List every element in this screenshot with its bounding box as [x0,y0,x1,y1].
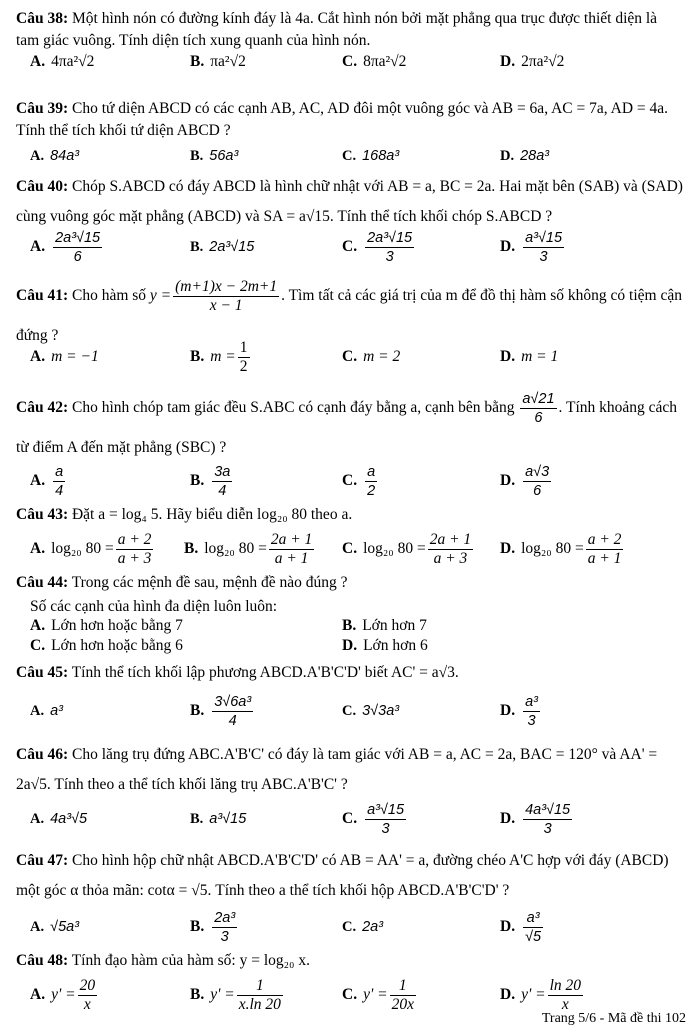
option-d[interactable]: D. log₂₀ 80 = $\frac{a + 2}{a + 1}$ [500,530,622,567]
options-39 [30,144,690,168]
question-text: Trong các mệnh đề sau, mệnh đề nào đúng ? [71,574,348,591]
question-45 [16,662,684,684]
question-label: Câu 42: [16,399,69,416]
options-38 [30,50,690,74]
question-text: Đặt a = log₄ 5. Hãy biểu diễn log₂₀ 80 theo a. [71,506,353,523]
option-b[interactable]: B. $\frac{\text{3√6a³}}{4}$ [190,693,252,729]
option-d[interactable]: D. $\frac{\text{a³}}{√5}$ [500,909,542,945]
options-40 [30,224,690,270]
option-c[interactable]: C. $\frac{a}{2}$ [342,463,376,499]
question-label: Câu 44: [16,574,69,591]
option-a[interactable]: A. a³ [30,703,64,719]
question-38 [16,8,684,52]
option-a[interactable]: A. y' = $\frac{20}{x}$ [30,976,96,1013]
option-d[interactable]: D. 28a³ [500,148,550,164]
options-41 [30,334,690,380]
option-d[interactable]: D. y' = $\frac{\ln 20}{x}$ [500,976,582,1013]
question-39 [16,98,684,142]
question-label: Câu 47: [16,852,69,869]
option-b[interactable]: B. m = $\frac{1}{2}$ [190,338,248,375]
question-text: Chóp S.ABCD có đáy ABCD là hình chữ nhật với AB = a, BC = 2a. Hai mặt bên (SAB) và (SAD) cùng vuông góc mặt phẳng (ABCD) và SA = a√15. Tính thể tích khối chóp S.ABCD ? [16,178,683,225]
option-b[interactable]: B. y' = $\frac{1}{x.\ln 20}$ [190,976,281,1013]
option-b[interactable]: B. $\frac{\text{2a³}}{3}$ [190,909,236,945]
question-label: Câu 48: [16,952,69,969]
option-a[interactable]: A. 4πa²√2 [30,53,95,70]
function-fraction: $\frac{(m+1)x - 2m+1}{x - 1}$ [175,277,278,314]
edge-fraction: $\frac{a√21}{6}$ [522,390,555,426]
option-a[interactable]: A. √5a³ [30,919,80,935]
option-b[interactable]: B. 56a³ [190,148,239,164]
option-a[interactable]: A. $\frac{\text{2a³√15}}{6}$ [30,229,101,265]
question-41: Câu 41: Cho hàm số y = $\frac{(m+1)x - 2m+1}{x - 1}$ . Tìm tất cả các giá trị của m để đồ thị hàm số không có tiệm cận đứng ? [16,277,682,344]
option-c[interactable]: C. $\frac{\text{a³√15}}{3}$ [342,801,405,837]
option-a[interactable]: A. m = −1 [30,348,99,365]
question-label: Câu 38: [16,10,69,27]
option-c[interactable]: C. 3√3a³ [342,703,400,719]
option-b[interactable]: B. log₂₀ 80 = $\frac{2a + 1}{a + 1}$ [184,530,313,567]
question-text: Cho lăng trụ đứng ABC.A'B'C' có đáy là tam giác với AB = a, AC = 2a, BAC = 120° và AA' = 2a√5. Tính theo a thể tích khối lăng trụ ABC.A'B'C' ? [16,746,658,793]
question-48 [16,950,684,972]
option-c[interactable]: C. $\frac{\text{2a³√15}}{3}$ [342,229,413,265]
options-44-row1 [30,616,670,636]
option-d[interactable]: D. $\frac{\text{a³√15}}{3}$ [500,229,563,265]
question-44 [16,572,684,594]
option-a[interactable]: A. 4a³√5 [30,811,88,827]
question-text: Tính thể tích khối lập phương ABCD.A'B'C'D' biết AC' = a√3. [71,664,459,681]
option-a[interactable]: A. log₂₀ 80 = $\frac{a + 2}{a + 3}$ [30,530,152,567]
question-text: Cho tứ diện ABCD có các cạnh AB, AC, AD đôi một vuông góc và AB = 6a, AC = 7a, AD = 4a. Tính thể tích khối tứ diện ABCD ? [16,100,669,139]
option-d[interactable]: D. m = 1 [500,348,559,365]
question-43 [16,504,684,526]
option-d[interactable]: D. Lớn hơn 6 [342,637,428,654]
options-43 [30,526,690,572]
question-47 [16,846,684,906]
question-42: Câu 42: Cho hình chóp tam giác đều S.ABC có cạnh đáy bằng a, cạnh bên bằng $\frac{a√21}{6}$ . Tính khoảng cách từ điểm A đến mặt phẳng (SBC) ? [16,390,678,456]
option-c[interactable]: C. y' = $\frac{1}{20x}$ [342,976,414,1013]
option-c[interactable]: C. 8πa²√2 [342,53,407,70]
question-40 [16,172,684,232]
option-c[interactable]: C. m = 2 [342,348,401,365]
page-footer: Trang 5/6 - Mã đề thi 102 [541,1011,686,1026]
question-text: Cho hình hộp chữ nhật ABCD.A'B'C'D' có AB = AA' = a, đường chéo A'C hợp với đáy (ABCD) một góc α thỏa mãn: cotα = √5. Tính theo a thể tích khối hộp ABCD.A'B'C'D' ? [16,852,669,899]
option-b[interactable]: B. πa²√2 [190,53,246,70]
options-47 [30,904,690,950]
question-text: Tính đạo hàm của hàm số: y = log₂₀ x. [71,952,310,969]
option-b[interactable]: B. a³√15 [190,811,247,827]
options-45 [30,688,690,734]
option-c[interactable]: C. Lớn hơn hoặc bằng 6 [30,637,183,654]
option-d[interactable]: D. $\frac{\text{4a³√15}}{3}$ [500,801,571,837]
question-label: Câu 40: [16,178,69,195]
option-a[interactable]: A. Lớn hơn hoặc bằng 7 [30,617,183,634]
option-d[interactable]: D. 2πa²√2 [500,53,565,70]
option-b[interactable]: B. $\frac{3a}{4}$ [190,463,231,499]
question-label: Câu 46: [16,746,69,763]
option-d[interactable]: D. $\frac{a√3}{6}$ [500,463,550,499]
option-c[interactable]: C. log₂₀ 80 = $\frac{2a + 1}{a + 3}$ [342,530,472,567]
question-text: Một hình nón có đường kính đáy là 4a. Cắt hình nón bởi mặt phẳng qua trục được thiết diện là tam giác vuông. Tính diện tích xung quanh của hình nón. [16,10,658,49]
question-46 [16,740,684,800]
question-label: Câu 43: [16,506,69,523]
options-42 [30,458,690,504]
option-a[interactable]: A. 84a³ [30,148,80,164]
option-c[interactable]: C. 2a³ [342,919,384,935]
question-44-statement: Số các cạnh của hình đa diện luôn luôn: [30,598,278,615]
question-label: Câu 39: [16,100,69,117]
options-44-row2 [30,636,670,656]
option-b[interactable]: B. 2a³√15 [190,239,255,255]
options-46 [30,796,690,842]
option-b[interactable]: B. Lớn hơn 7 [342,617,427,634]
option-a[interactable]: A. $\frac{a}{4}$ [30,463,64,499]
question-label: Câu 45: [16,664,69,681]
option-c[interactable]: C. 168a³ [342,148,400,164]
option-d[interactable]: D. $\frac{\text{a³}}{3}$ [500,693,538,729]
question-label: Câu 41: [16,287,69,304]
